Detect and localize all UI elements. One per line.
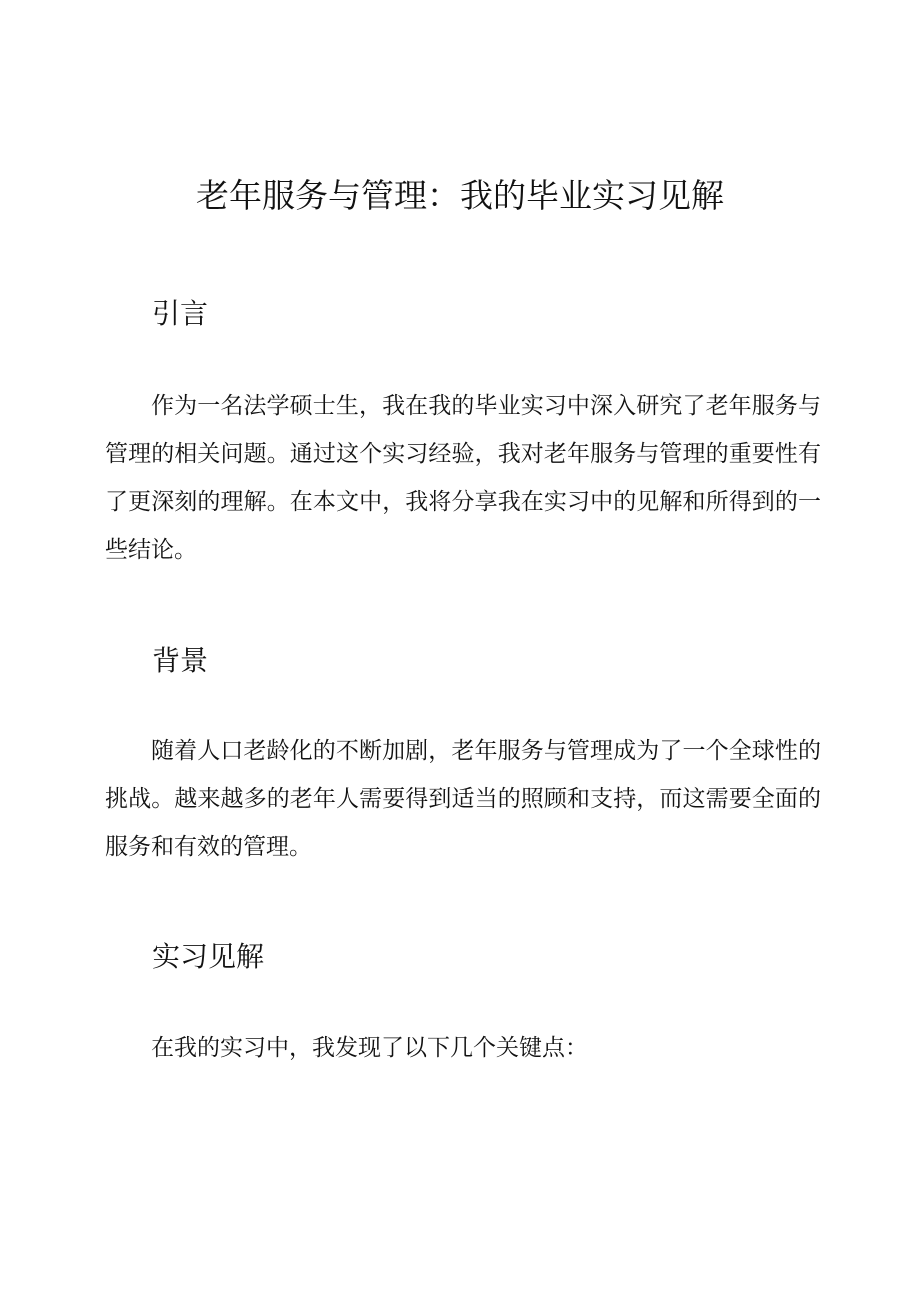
paragraph-background: 随着人口老龄化的不断加剧，老年服务与管理成为了一个全球性的挑战。越来越多的老年人需要得到适当的照顾和支持，而这需要全面的服务和有效的管理。 xyxy=(105,738,821,860)
section-heading-background: 背景 xyxy=(152,644,209,677)
paragraph-insights: 在我的实习中，我发现了以下几个关键点： xyxy=(151,1035,588,1061)
paragraph-intro: 作为一名法学硕士生，我在我的毕业实习中深入研究了老年服务与管理的相关问题。通过这个实习经验，我对老年服务与管理的重要性有了更深刻的理解。在本文中，我将分享我在实习中的见解和所得到的一些结论。 xyxy=(105,393,821,563)
section-heading-insights: 实习见解 xyxy=(152,940,265,973)
section-heading-intro: 引言 xyxy=(152,297,209,330)
document-title: 老年服务与管理：我的毕业实习见解 xyxy=(196,176,724,215)
